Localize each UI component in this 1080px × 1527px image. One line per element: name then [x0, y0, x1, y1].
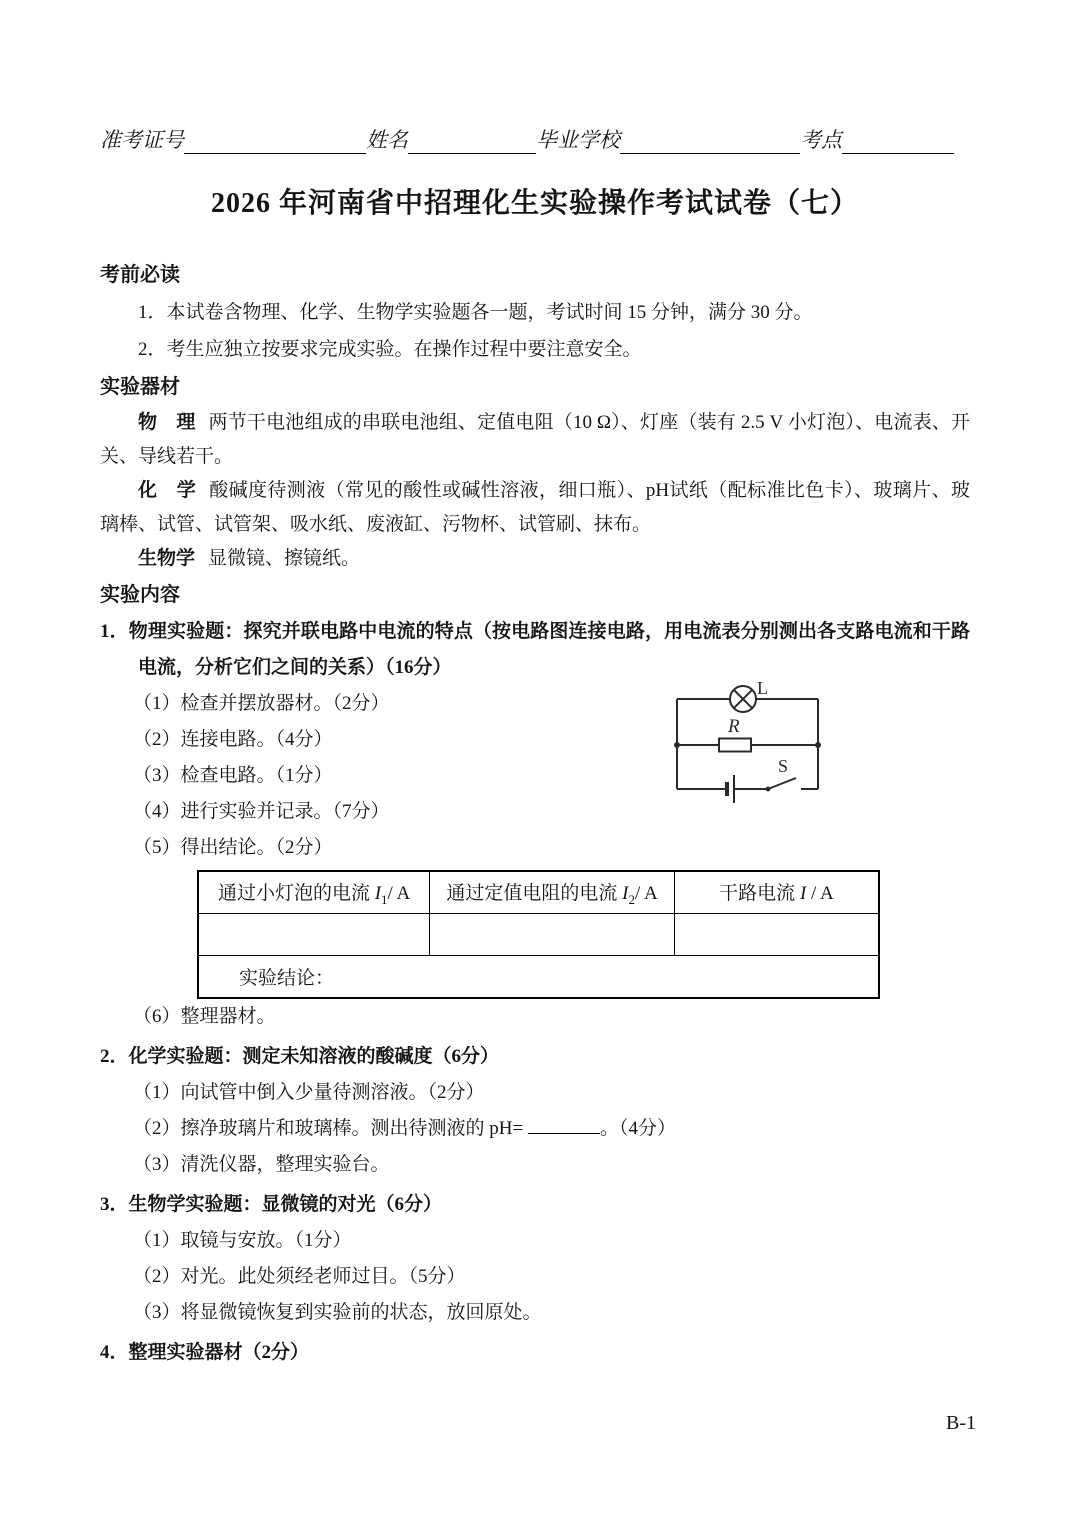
resistor-current-cell [430, 914, 675, 956]
lamp-label: L [757, 678, 768, 698]
equipment-chemistry-label: 化 学 [138, 480, 197, 501]
table-header-resistor-current: 通过定值电阻的电流 $I_2/$ A [430, 871, 675, 914]
q2-step-1: （1）向试管中倒入少量待测溶液。（2分） [133, 1082, 485, 1103]
notice-item: 1．本试卷含物理、化学、生物学实验题各一题，考试时间 15 分钟，满分 30 分。 [138, 302, 813, 323]
school-blank [620, 129, 800, 154]
lamp-icon [730, 686, 756, 712]
notice-heading: 考前必读 [100, 264, 180, 286]
content-heading: 实验内容 [100, 584, 180, 606]
equipment-chemistry-text: 酸碱度待测液（常见的酸性或碱性溶液，细口瓶）、pH试纸（配标准比色卡）、玻璃片、玻璃棒、试管、试管架、吸水纸、废液缸、污物杯、试管刷、抹布。 [100, 480, 970, 535]
q1-step-4: （4）进行实验并记录。（7分） [133, 801, 390, 822]
q3-step-3: （3）将显微镜恢复到实验前的状态，放回原处。 [133, 1302, 542, 1323]
equipment-biology-text: 显微镜、擦镜纸。 [208, 548, 361, 569]
equipment-biology [100, 542, 970, 576]
q2-step-2: （2）擦净玻璃片和玻璃棒。测出待测液的 pH= 。（4分） [133, 1118, 676, 1139]
admission-no-blank [184, 129, 366, 154]
paper-title: 2026 年河南省中招理化生实验操作考试试卷（七） [210, 188, 859, 219]
table-header-main-current: 干路电流 I / A [674, 871, 879, 914]
candidate-info-line [100, 122, 970, 154]
ph-blank [528, 1118, 600, 1134]
q3-title: 3．生物学实验题：显微镜的对光（6分） [100, 1194, 443, 1215]
page-number: B-1 [946, 1412, 976, 1434]
site-blank [842, 129, 954, 154]
q2-title: 2．化学实验题：测定未知溶液的酸碱度（6分） [100, 1046, 500, 1067]
conclusion-cell [198, 956, 879, 999]
main-current-cell [674, 914, 879, 956]
lamp-current-cell [198, 914, 430, 956]
q1-step-5: （5）得出结论。（2分） [133, 837, 333, 858]
name-label: 姓名 [366, 128, 408, 152]
battery-icon [727, 775, 734, 803]
name-blank [408, 129, 536, 154]
q3-step-1: （1）取镜与安放。（1分） [133, 1230, 352, 1251]
q1-step-1: （1）检查并摆放器材。（2分） [133, 693, 390, 714]
current-record-table [197, 870, 880, 999]
junction-dot-right [815, 742, 821, 748]
q1-step-3: （3）检查电路。（1分） [133, 765, 333, 786]
q4-title: 4．整理实验器材（2分） [100, 1342, 310, 1363]
resistor-icon [719, 739, 751, 752]
table-conclusion-row [198, 956, 879, 999]
switch-icon [766, 778, 796, 791]
admission-no-label: 准考证号 [100, 128, 184, 152]
q1-step-6: （6）整理器材。 [133, 1006, 276, 1027]
q2-step-3: （3）清洗仪器，整理实验台。 [133, 1154, 390, 1175]
equipment-heading: 实验器材 [100, 376, 180, 398]
notice-item: 2．考生应独立按要求完成实验。在操作过程中要注意安全。 [138, 339, 642, 360]
site-label: 考点 [800, 128, 842, 152]
table-header-lamp-current: 通过小灯泡的电流 $I_1/$ A [198, 871, 430, 914]
conclusion-label: 实验结论： [239, 968, 335, 989]
q3-step-2: （2）对光。此处须经老师过目。（5分） [133, 1266, 466, 1287]
equipment-physics [100, 406, 970, 474]
school-label: 毕业学校 [536, 128, 620, 152]
table-header-row [198, 871, 879, 914]
parallel-circuit-diagram [653, 662, 839, 818]
junction-dot-left [674, 742, 680, 748]
table-data-row [198, 914, 879, 956]
q1-step-2: （2）连接电路。（4分） [133, 729, 333, 750]
q1-title: 1．物理实验题：探究并联电路中电流的特点（按电路图连接电路，用电流表分别测出各支路电流和干路电流，分析它们之间的关系）（16分） [100, 621, 970, 678]
equipment-physics-text: 两节干电池组成的串联电池组、定值电阻（10 Ω）、灯座（装有 2.5 V 小灯泡）、电流表、开关、导线若干。 [100, 412, 970, 467]
equipment-chemistry [100, 474, 970, 542]
switch-label: S [778, 756, 789, 776]
resistor-label: R [728, 716, 740, 737]
equipment-physics-label: 物 理 [138, 412, 196, 433]
equipment-biology-label: 生物学 [138, 548, 196, 569]
